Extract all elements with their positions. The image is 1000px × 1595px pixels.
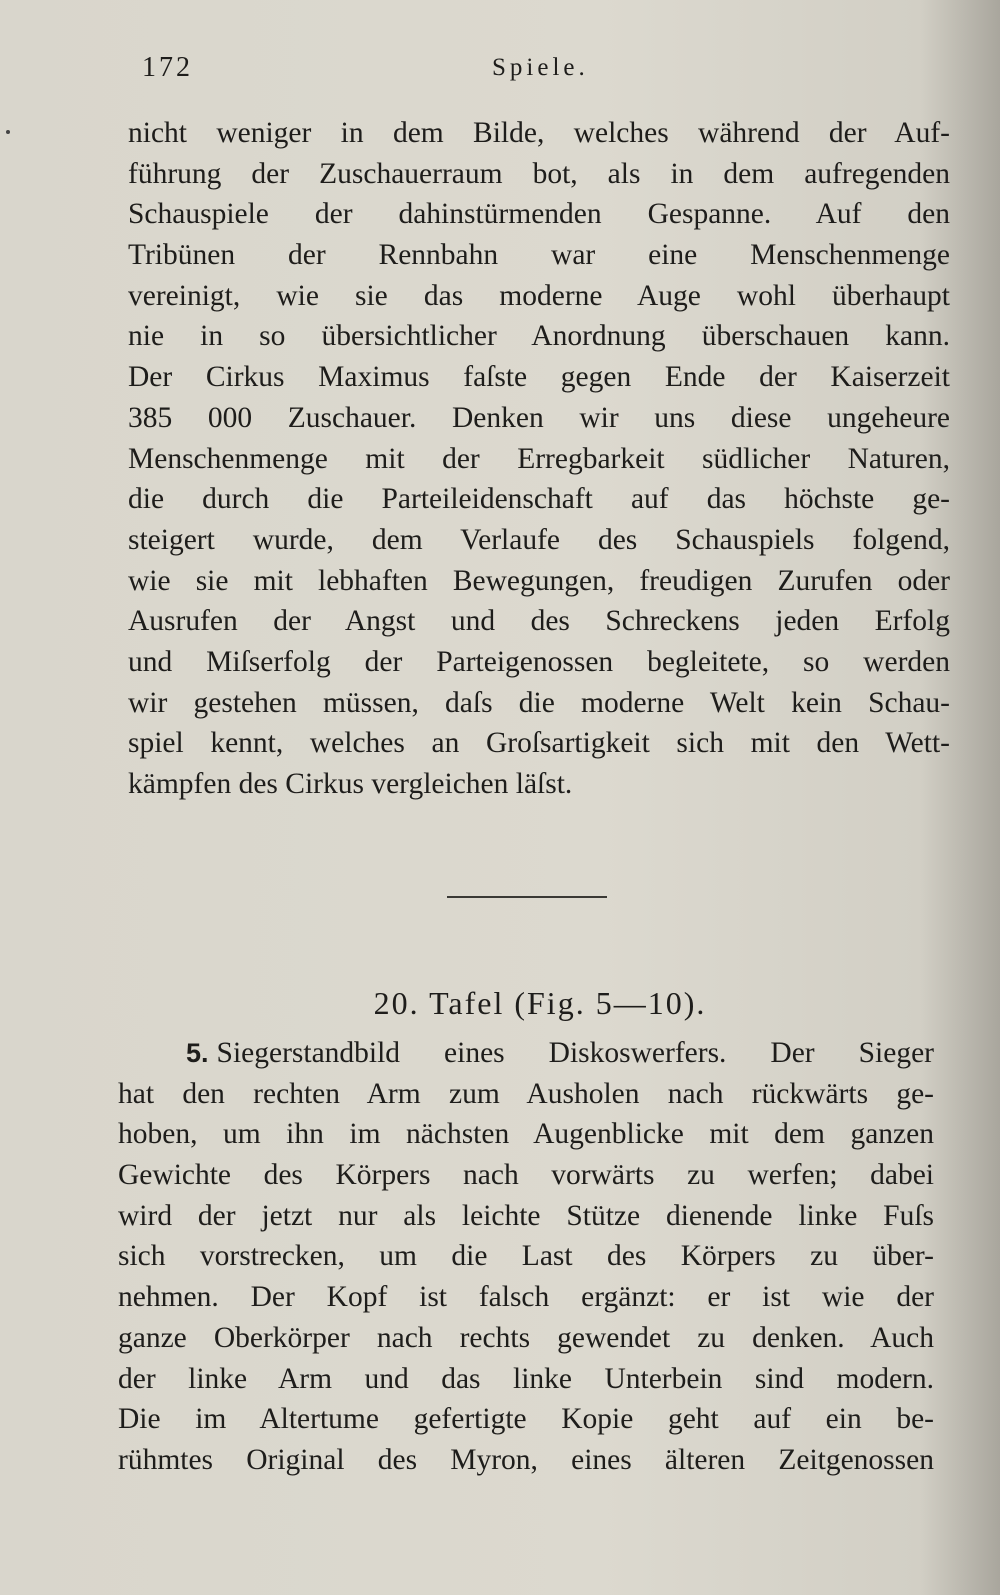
- text-line: vereinigt, wie sie das moderne Auge wohl überhaupt: [128, 279, 950, 312]
- page-number: 172: [142, 52, 193, 83]
- text-line: 385 000 Zuschauer. Denken wir uns diese ungeheure: [128, 401, 950, 434]
- text-line: nicht weniger in dem Bilde, welches während der Auf-: [128, 117, 950, 149]
- text-line: steigert wurde, dem Verlaufe des Schauspiels folgend,: [128, 523, 950, 556]
- text-line: Menschenmenge mit der Erregbarkeit südlicher Naturen,: [128, 442, 950, 475]
- entry-5-paragraph: [118, 1033, 934, 1481]
- entry-title-text: Siegerstandbild eines Diskoswerfers. Der Sieger: [216, 1037, 934, 1069]
- text-line: Ausrufen der Angst und des Schreckens jeden Erfolg: [128, 605, 950, 638]
- text-line: der linke Arm und das linke Unterbein sind modern.: [118, 1362, 934, 1395]
- text-line: Der Cirkus Maximus faſste gegen Ende der Kaiserzeit: [128, 361, 950, 394]
- text-line: hoben, um ihn im nächsten Augenblicke mit dem ganzen: [118, 1118, 934, 1151]
- running-head: [130, 52, 950, 92]
- text-line: nehmen. Der Kopf ist falsch ergänzt: er ist wie der: [118, 1281, 934, 1314]
- text-line: kämpfen des Cirkus vergleichen läſst.: [128, 768, 573, 800]
- text-line: wie sie mit lebhaften Bewegungen, freudigen Zurufen oder: [128, 564, 950, 597]
- text-line: spiel kennt, welches an Groſsartigkeit sich mit den Wett-: [128, 727, 950, 760]
- entry-first-line: [118, 1033, 934, 1074]
- running-head-title: Spiele.: [492, 54, 589, 81]
- text-line: und Miſserfolg der Parteigenossen begleitete, so werden: [128, 645, 950, 678]
- text-line: wir gestehen müssen, daſs die moderne Welt kein Schau-: [128, 686, 950, 719]
- text-line: hat den rechten Arm zum Ausholen nach rückwärts ge-: [118, 1077, 934, 1110]
- text-line: Die im Altertume gefertigte Kopie geht auf ein be-: [118, 1403, 934, 1436]
- text-line: sich vorstrecken, um die Last des Körpers zu über-: [118, 1240, 934, 1273]
- paragraph-cirkus: [128, 113, 950, 805]
- section-divider: [447, 896, 607, 898]
- section-heading: 20. Tafel (Fig. 5—10).: [373, 985, 707, 1021]
- text-line: Gewichte des Körpers nach vorwärts zu werfen; dabei: [118, 1159, 934, 1192]
- text-line: die durch die Parteileidenschaft auf das höchste ge-: [128, 483, 950, 516]
- text-line: Schauspiele der dahinstürmenden Gespanne. Auf den: [128, 198, 950, 231]
- text-line: nie in so übersichtlicher Anordnung überschauen kann.: [128, 320, 950, 353]
- text-line: wird der jetzt nur als leichte Stütze dienende linke Fuſs: [118, 1199, 934, 1232]
- text-line: ganze Oberkörper nach rechts gewendet zu denken. Auch: [118, 1321, 934, 1354]
- text-line: führung der Zuschauerraum bot, als in dem aufregenden: [128, 157, 950, 190]
- text-line: rühmtes Original des Myron, eines älteren Zeitgenossen: [118, 1443, 934, 1476]
- entry-number: 5.: [186, 1038, 209, 1068]
- text-line: Tribünen der Rennbahn war eine Menschenmenge: [128, 239, 950, 272]
- print-speck: [6, 130, 10, 134]
